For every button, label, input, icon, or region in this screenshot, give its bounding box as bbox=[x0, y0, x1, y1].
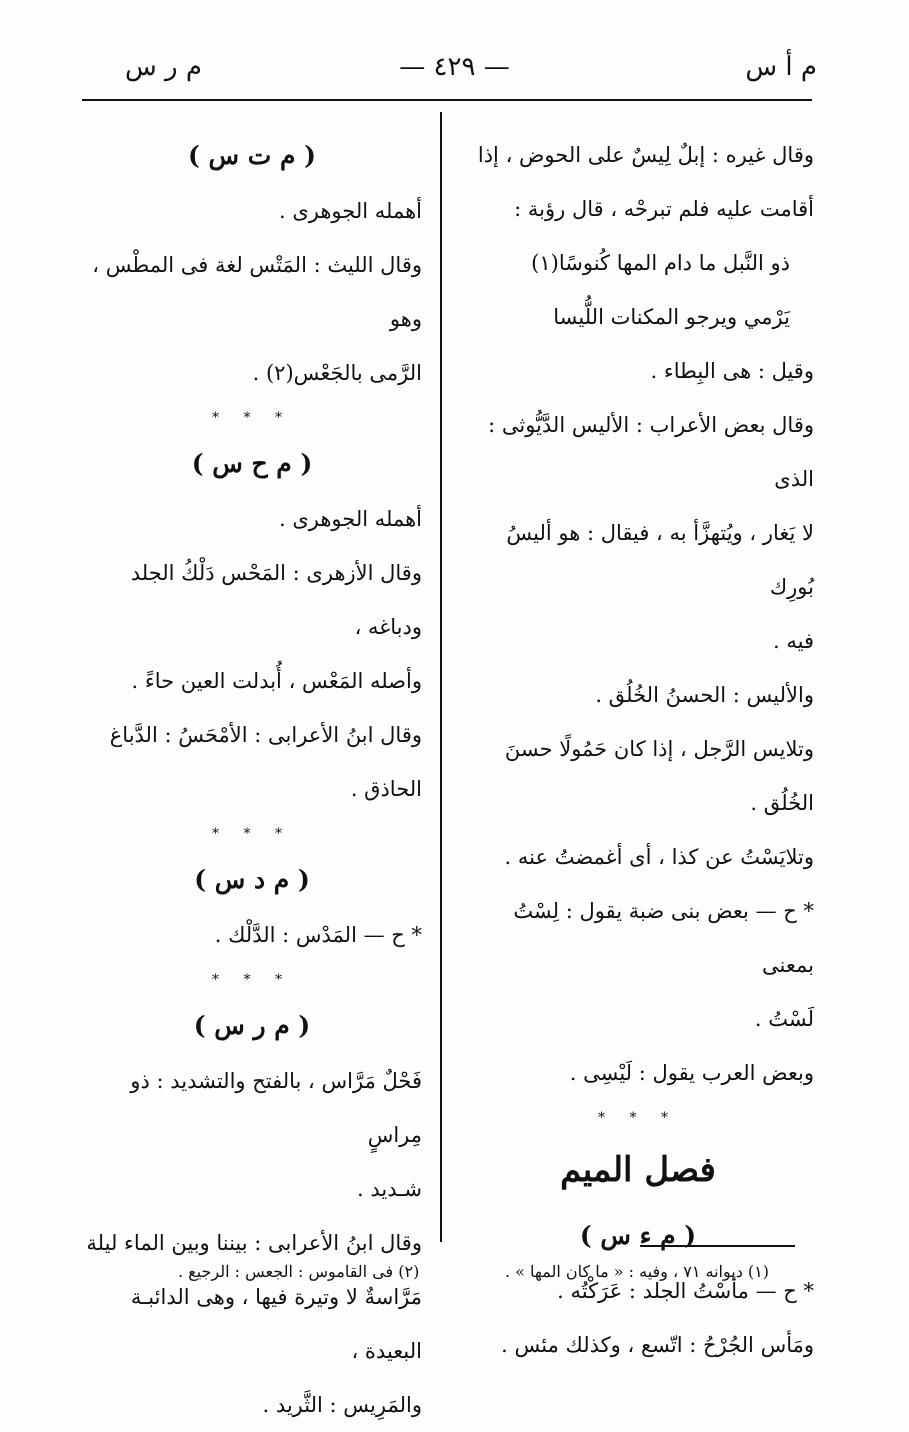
entry-heading: ( م ء س ) bbox=[579, 1221, 697, 1250]
page-number: — ٤٢٩ — bbox=[399, 52, 510, 82]
text-line: وقال غيره : إبلٌ لِيسٌ على الحوض ، إذا bbox=[477, 143, 814, 167]
header-rule bbox=[82, 99, 812, 101]
text-line: الرَّمى بالجَعْس(٢) . bbox=[252, 361, 422, 385]
text-line: الحاذق . bbox=[350, 777, 422, 801]
text-line: شـديد . bbox=[357, 1177, 422, 1201]
text-line: وقال ابنُ الأعرابى : بيننا وبين الماء ليلة bbox=[86, 1231, 422, 1255]
text-line: * ح — مأسْتُ الجلد : عَرَكْتُه . bbox=[557, 1279, 814, 1303]
text-line: * ح — بعض بنى ضبة يقول : لِسْتُ بمعنى bbox=[513, 899, 814, 977]
entry-heading: ( م د س ) bbox=[194, 865, 310, 894]
entry-stars: * * * bbox=[212, 410, 292, 426]
text-line: وقال الليث : المَتْس لغة فى المطْس ، وهو bbox=[92, 253, 422, 331]
text-line: فيه . bbox=[773, 629, 814, 653]
text-line: أهمله الجوهرى . bbox=[278, 507, 422, 531]
text-line: وقيل : هى البِطاء . bbox=[650, 359, 814, 383]
footnote-right: (١) ديوانه ٧١ ، وفيه : « ما كان المها » . bbox=[504, 1262, 769, 1281]
text-line: فَحْلٌ مَرَّاس ، بالفتح والتشديد : ذو مِراسٍ bbox=[130, 1069, 422, 1147]
text-line: والأليس : الحسنُ الخُلُق . bbox=[595, 683, 814, 707]
text-line: ومَأس الجُرْحُ : اتّسع ، وكذلك مئس . bbox=[501, 1333, 814, 1357]
text-line: الخُلُق . bbox=[750, 791, 814, 815]
text-line: أقامت عليه فلم تبرحْه ، قال رؤبة : bbox=[514, 197, 814, 221]
text-line: وأصله المَعْس ، أُبدلت العين حاءً . bbox=[131, 669, 422, 693]
text-line: أهمله الجوهرى . bbox=[278, 199, 422, 223]
entry-heading: ( م ت س ) bbox=[187, 141, 316, 170]
text-line: وقال بعض الأعراب : الأليس الدَّيُّوثى : الذى bbox=[488, 413, 814, 491]
text-line: والمَرِيس : الثَّريد . bbox=[262, 1393, 422, 1417]
entry-heading: ( م ر س ) bbox=[193, 1011, 311, 1040]
entry-stars: * * * bbox=[212, 972, 292, 988]
header-root-right: م أ س bbox=[745, 52, 817, 82]
right-column bbox=[462, 128, 814, 1372]
entry-heading: ( م ح س ) bbox=[191, 449, 313, 478]
text-line: * ح — المَدْس : الدَّلْك . bbox=[214, 923, 422, 947]
text-line: وقال الأزهرى : المَحْس دَلْكُ الجلد ودباغه ، bbox=[130, 561, 422, 639]
text-line: مَرَّاسةٌ لا وتيرة فيها ، وهى الدائبـة البعيدة ، bbox=[130, 1285, 422, 1363]
section-title: فصل الميم bbox=[560, 1150, 716, 1190]
text-line: وتلايَسْتُ عن كذا ، أى أغمضتُ عنه . bbox=[504, 845, 814, 869]
header-root-left: م ر س bbox=[125, 52, 202, 82]
section-stars: * * * bbox=[598, 1110, 678, 1126]
text-line: وتلايس الرَّجل ، إذا كان حَمُولًا حسنَ bbox=[504, 737, 814, 761]
text-line: وقال ابنُ الأعرابى : الأمْحَسُ : الدَّباغ bbox=[109, 723, 422, 747]
footnote-rule bbox=[640, 1245, 795, 1247]
footnote-left: (٢) فى القاموس : الجعس : الرجيع . bbox=[178, 1262, 420, 1281]
column-divider bbox=[440, 112, 442, 1242]
text-line: وبعض العرب يقول : لَيْسِى . bbox=[569, 1061, 814, 1085]
text-line: لا يَغار ، ويُتهزَّأ به ، فيقال : هو أليسُ بُورِك bbox=[506, 521, 814, 599]
left-column bbox=[82, 128, 422, 1432]
verse-line: يَرْمي ويرجو المكنات اللُّيسا bbox=[553, 305, 790, 329]
text-line: لَسْتُ . bbox=[754, 1007, 814, 1031]
entry-stars: * * * bbox=[212, 826, 292, 842]
verse-line: ذو النَّبل ما دام المها كُنوسًا(١) bbox=[531, 251, 790, 275]
